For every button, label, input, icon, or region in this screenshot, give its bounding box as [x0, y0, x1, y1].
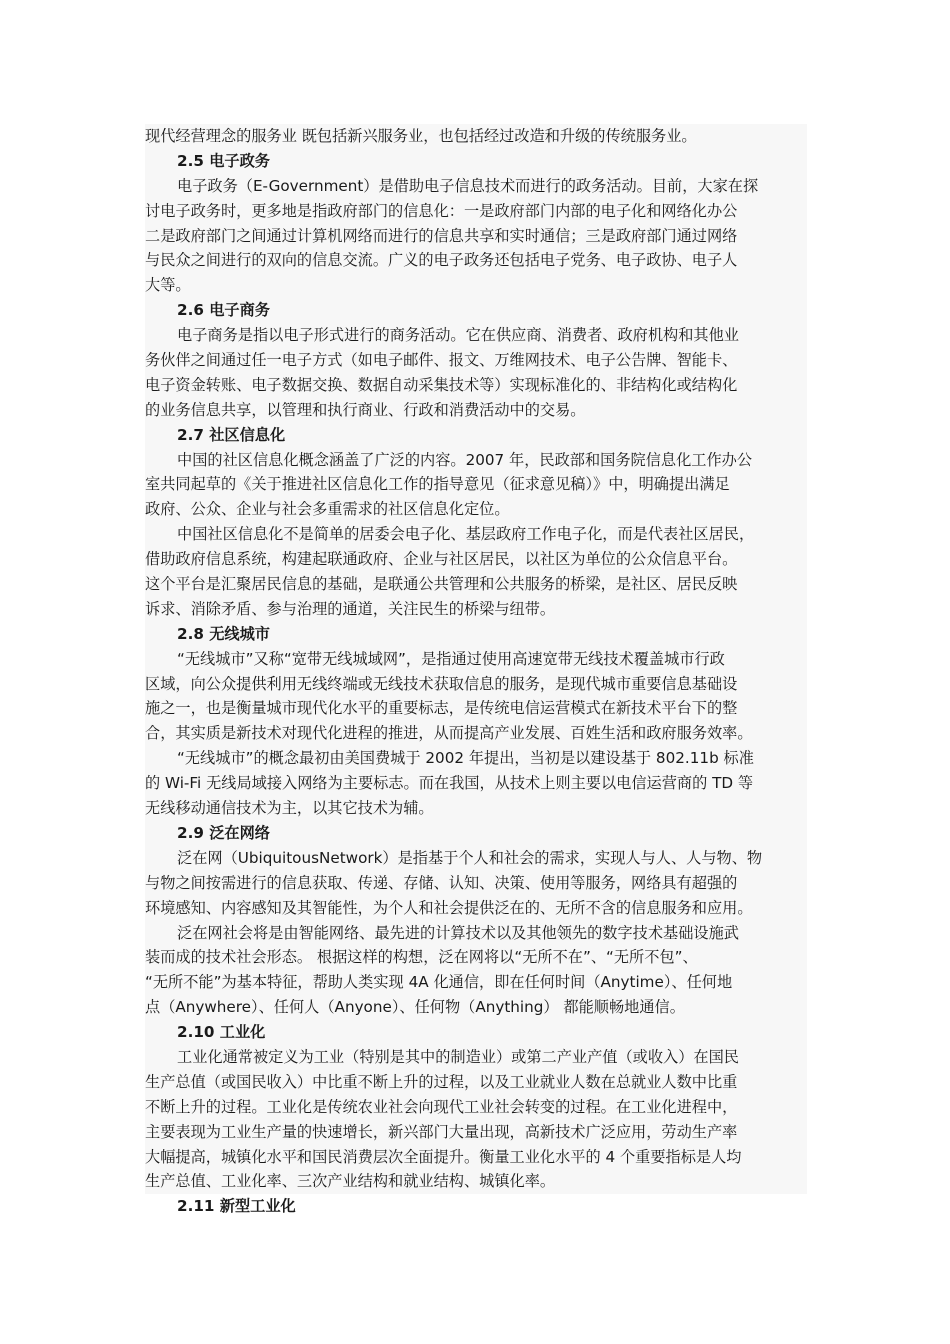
- paragraph-line: 电子政务（E-Government）是借助电子信息技术而进行的政务活动。目前，大家在探: [145, 174, 807, 199]
- paragraph-line: 中国的社区信息化概念涵盖了广泛的内容。2007 年，民政部和国务院信息化工作办公: [145, 448, 807, 473]
- paragraph-line: 与物之间按需进行的信息获取、传递、存储、认知、决策、使用等服务，网络具有超强的: [145, 871, 807, 896]
- paragraph-line: 电子商务是指以电子形式进行的商务活动。它在供应商、消费者、政府机构和其他业: [145, 323, 807, 348]
- paragraph-line: 生产总值、工业化率、三次产业结构和就业结构、城镇化率。: [145, 1169, 807, 1194]
- section-heading: 2.10 工业化: [145, 1020, 807, 1045]
- paragraph-line: 现代经营理念的服务业 既包括新兴服务业，也包括经过改造和升级的传统服务业。: [145, 124, 807, 149]
- paragraph-line: 工业化通常被定义为工业（特别是其中的制造业）或第二产业产值（或收入）在国民: [145, 1045, 807, 1070]
- paragraph-line: 政府、公众、企业与社会多重需求的社区信息化定位。: [145, 497, 807, 522]
- paragraph-line: 讨电子政务时，更多地是指政府部门的信息化：一是政府部门内部的电子化和网络化办公: [145, 199, 807, 224]
- paragraph-line: 中国社区信息化不是简单的居委会电子化、基层政府工作电子化，而是代表社区居民，: [145, 522, 807, 547]
- paragraph-line: 务伙伴之间通过任一电子方式（如电子邮件、报文、万维网技术、电子公告牌、智能卡、: [145, 348, 807, 373]
- paragraph-line: 无线移动通信技术为主，以其它技术为辅。: [145, 796, 807, 821]
- paragraph-line: 不断上升的过程。工业化是传统农业社会向现代工业社会转变的过程。在工业化进程中，: [145, 1095, 807, 1120]
- paragraph-line: “无线城市”又称“宽带无线城域网”，是指通过使用高速宽带无线技术覆盖城市行政: [145, 647, 807, 672]
- paragraph-line: 大等。: [145, 273, 807, 298]
- section-heading: 2.5 电子政务: [145, 149, 807, 174]
- paragraph-line: 二是政府部门之间通过计算机网络而进行的信息共享和实时通信；三是政府部门通过网络: [145, 224, 807, 249]
- section-heading: 2.11 新型工业化: [145, 1194, 807, 1219]
- paragraph-line: 施之一，也是衡量城市现代化水平的重要标志，是传统电信运营模式在新技术平台下的整: [145, 696, 807, 721]
- paragraph-line: 诉求、消除矛盾、参与治理的通道，关注民生的桥梁与纽带。: [145, 597, 807, 622]
- paragraph-line: 大幅提高，城镇化水平和国民消费层次全面提升。衡量工业化水平的 4 个重要指标是人均: [145, 1145, 807, 1170]
- paragraph-line: “无所不能”为基本特征，帮助人类实现 4A 化通信，即在任何时间（Anytime）、任何地: [145, 970, 807, 995]
- paragraph-line: 区域，向公众提供利用无线终端或无线技术获取信息的服务，是现代城市重要信息基础设: [145, 672, 807, 697]
- paragraph-line: 生产总值（或国民收入）中比重不断上升的过程，以及工业就业人数在总就业人数中比重: [145, 1070, 807, 1095]
- document-page: [145, 124, 807, 1219]
- paragraph-line: 电子资金转账、电子数据交换、数据自动采集技术等）实现标准化的、非结构化或结构化: [145, 373, 807, 398]
- paragraph-line: 泛在网（UbiquitousNetwork）是指基于个人和社会的需求，实现人与人、人与物、物: [145, 846, 807, 871]
- section-heading: 2.7 社区信息化: [145, 423, 807, 448]
- paragraph-line: 泛在网社会将是由智能网络、最先进的计算技术以及其他领先的数字技术基础设施武: [145, 921, 807, 946]
- paragraph-line: 的业务信息共享，以管理和执行商业、行政和消费活动中的交易。: [145, 398, 807, 423]
- section-heading: 2.6 电子商务: [145, 298, 807, 323]
- paragraph-line: 主要表现为工业生产量的快速增长，新兴部门大量出现，高新技术广泛应用，劳动生产率: [145, 1120, 807, 1145]
- paragraph-line: 借助政府信息系统，构建起联通政府、企业与社区居民，以社区为单位的公众信息平台。: [145, 547, 807, 572]
- paragraph-line: 这个平台是汇聚居民信息的基础，是联通公共管理和公共服务的桥梁，是社区、居民反映: [145, 572, 807, 597]
- paragraph-line: 室共同起草的《关于推进社区信息化工作的指导意见（征求意见稿）》中，明确提出满足: [145, 472, 807, 497]
- paragraph-line: 与民众之间进行的双向的信息交流。广义的电子政务还包括电子党务、电子政协、电子人: [145, 248, 807, 273]
- paragraph-line: 合，其实质是新技术对现代化进程的推进，从而提高产业发展、百姓生活和政府服务效率。: [145, 721, 807, 746]
- paragraph-line: 装而成的技术社会形态。 根据这样的构想，泛在网将以“无所不在”、“无所不包”、: [145, 945, 807, 970]
- paragraph-line: 的 Wi-Fi 无线局域接入网络为主要标志。而在我国，从技术上则主要以电信运营商的 TD 等: [145, 771, 807, 796]
- section-heading: 2.9 泛在网络: [145, 821, 807, 846]
- paragraph-line: 点（Anywhere）、任何人（Anyone）、任何物（Anything） 都能顺畅地通信。: [145, 995, 807, 1020]
- paragraph-line: 环境感知、内容感知及其智能性，为个人和社会提供泛在的、无所不含的信息服务和应用。: [145, 896, 807, 921]
- paragraph-line: “无线城市”的概念最初由美国费城于 2002 年提出，当初是以建设基于 802.11b 标准: [145, 746, 807, 771]
- section-heading: 2.8 无线城市: [145, 622, 807, 647]
